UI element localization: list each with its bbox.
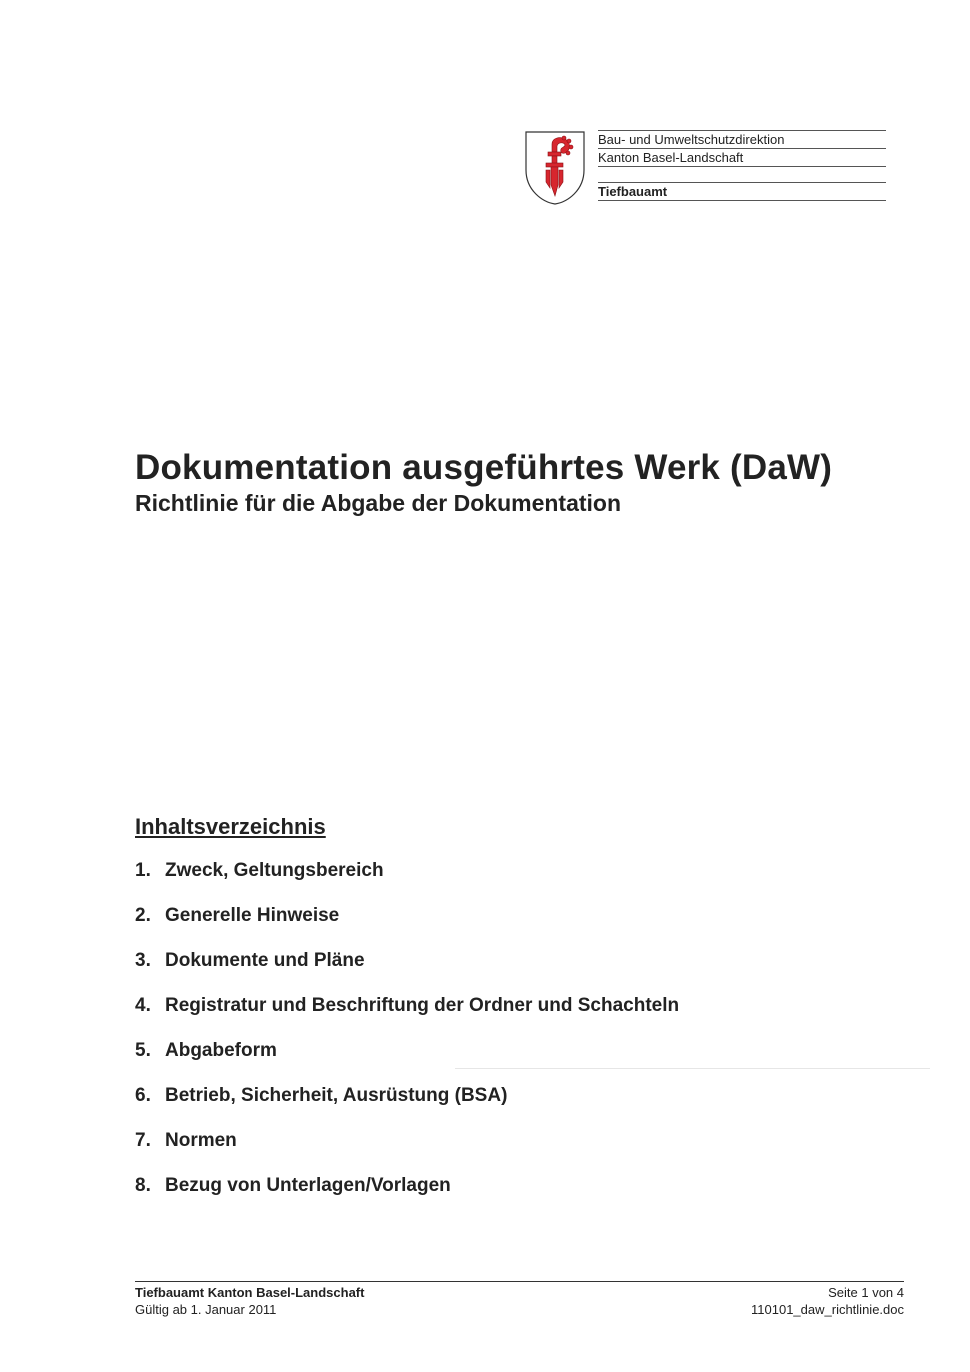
- footer-left: [135, 1284, 364, 1318]
- toc-item: [135, 950, 679, 995]
- toc-item: [135, 905, 679, 950]
- toc-item-number: 5.: [135, 1040, 151, 1061]
- toc-heading: Inhaltsverzeichnis: [135, 814, 326, 839]
- toc-item: [135, 1130, 679, 1175]
- toc-item-label: Zweck, Geltungsbereich: [165, 860, 384, 881]
- toc-item-number: 7.: [135, 1130, 151, 1151]
- footer-page-number: Seite 1 von 4: [828, 1285, 904, 1300]
- footer-organization: Tiefbauamt Kanton Basel-Landschaft: [135, 1285, 365, 1300]
- footer-filename: 110101_daw_richtlinie.doc: [751, 1302, 904, 1317]
- letterhead-canton: Kanton Basel-Landschaft: [598, 150, 886, 167]
- document-subtitle: Richtlinie für die Abgabe der Dokumentation: [135, 490, 622, 516]
- toc-item-number: 6.: [135, 1085, 151, 1106]
- toc-item-label: Registratur und Beschriftung der Ordner und Schachteln: [165, 995, 680, 1016]
- toc-item: [135, 995, 679, 1040]
- toc-item-label: Bezug von Unterlagen/Vorlagen: [165, 1175, 451, 1196]
- letterhead-department: Tiefbauamt: [598, 184, 886, 201]
- toc-list: [135, 860, 679, 1220]
- toc-item-number: 1.: [135, 860, 151, 881]
- letterhead-directorate: Bau- und Umweltschutzdirektion: [598, 132, 886, 149]
- footer-validity: Gültig ab 1. Januar 2011: [135, 1302, 277, 1317]
- toc-item-number: 3.: [135, 950, 151, 971]
- toc-item-label: Abgabeform: [165, 1040, 277, 1061]
- toc-item-label: Dokumente und Pläne: [165, 950, 365, 971]
- toc-item: [135, 1040, 679, 1085]
- footer-rule: [135, 1281, 904, 1282]
- letterhead-mid-rule: [598, 182, 886, 183]
- toc-item: [135, 1175, 679, 1220]
- toc-item-label: Generelle Hinweise: [165, 905, 340, 926]
- document-title: Dokumentation ausgeführtes Werk (DaW): [135, 448, 833, 487]
- toc-item-number: 4.: [135, 995, 151, 1016]
- toc-item-label: Normen: [165, 1130, 237, 1151]
- toc-item-number: 8.: [135, 1175, 151, 1196]
- basel-landschaft-crest-icon: [524, 130, 586, 206]
- footer-right: [751, 1284, 904, 1318]
- toc-item: [135, 860, 679, 905]
- letterhead-top-rule: [598, 130, 886, 131]
- toc-item-label: Betrieb, Sicherheit, Ausrüstung (BSA): [165, 1085, 508, 1106]
- scan-artifact-line: [455, 1068, 930, 1069]
- toc-item-number: 2.: [135, 905, 151, 926]
- toc-item: [135, 1085, 679, 1130]
